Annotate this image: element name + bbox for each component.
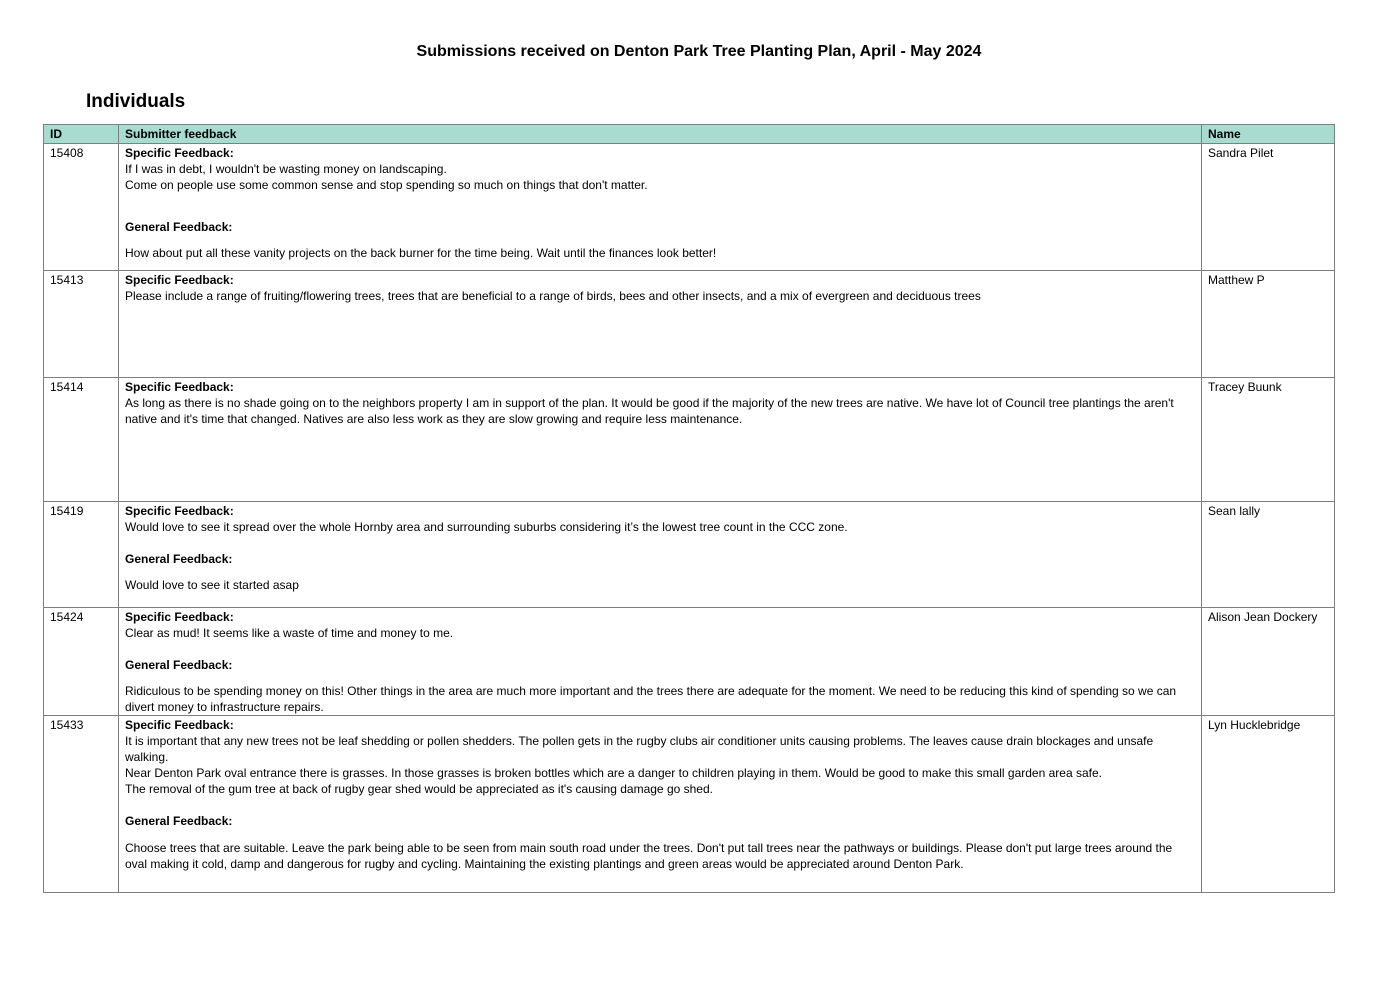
table-row	[44, 608, 1335, 716]
submission-feedback	[119, 144, 1202, 271]
submission-feedback	[119, 608, 1202, 716]
submission-id: 15424	[44, 608, 119, 716]
specific-feedback-label: Specific Feedback:	[125, 504, 234, 518]
specific-feedback-label: Specific Feedback:	[125, 380, 234, 394]
submission-id: 15433	[44, 716, 119, 893]
submission-id: 15414	[44, 378, 119, 502]
header-name: Name	[1202, 125, 1335, 144]
feedback-text: How about put all these vanity projects on the back burner for the time being. Wait until the finances look better!	[125, 246, 717, 260]
submitter-name: Sean lally	[1202, 502, 1335, 608]
feedback-text: As long as there is no shade going on to the neighbors property I am in support of the plan. It would be good if the majority of the new trees are native. We have lot of Council tree plantings the aren't native and it's time that changed. Natives are also less work as they are slow growing and require less maintenance.	[125, 396, 1174, 426]
submission-id: 15419	[44, 502, 119, 608]
submission-feedback	[119, 271, 1202, 378]
feedback-text: Would love to see it started asap	[125, 578, 299, 592]
feedback-text: If I was in debt, I wouldn't be wasting money on landscaping.	[125, 162, 447, 176]
submission-feedback	[119, 502, 1202, 608]
header-feedback: Submitter feedback	[119, 125, 1202, 144]
table-row	[44, 378, 1335, 502]
specific-feedback-label: Specific Feedback:	[125, 146, 234, 160]
submitter-name: Matthew P	[1202, 271, 1335, 378]
feedback-text: Near Denton Park oval entrance there is grasses. In those grasses is broken bottles which are a danger to children playing in them. Would be good to make this small garden area safe.	[125, 766, 1102, 780]
submitter-name: Lyn Hucklebridge	[1202, 716, 1335, 893]
general-feedback-label: General Feedback:	[125, 552, 233, 566]
table-header-row	[44, 125, 1335, 144]
general-feedback-label: General Feedback:	[125, 658, 233, 672]
submission-id: 15408	[44, 144, 119, 271]
submission-feedback	[119, 716, 1202, 893]
feedback-text: It is important that any new trees not be leaf shedding or pollen shedders. The pollen gets in the rugby clubs air conditioner units causing problems. The leaves cause drain blockages and unsafe walking.	[125, 734, 1154, 764]
submission-id: 15413	[44, 271, 119, 378]
table-row	[44, 716, 1335, 893]
specific-feedback-label: Specific Feedback:	[125, 273, 234, 287]
feedback-text: Clear as mud! It seems like a waste of time and money to me.	[125, 626, 454, 640]
general-feedback-label: General Feedback:	[125, 814, 233, 828]
specific-feedback-label: Specific Feedback:	[125, 610, 234, 624]
submitter-name: Alison Jean Dockery	[1202, 608, 1335, 716]
table-row	[44, 502, 1335, 608]
table-row	[44, 144, 1335, 271]
document-title: Submissions received on Denton Park Tree Planting Plan, April - May 2024	[416, 43, 982, 60]
feedback-text: Would love to see it spread over the whole Hornby area and surrounding suburbs considering it’s the lowest tree count in the CCC zone.	[125, 520, 848, 534]
general-feedback-label: General Feedback:	[125, 220, 233, 234]
feedback-text: Ridiculous to be spending money on this! Other things in the area are much more important and the trees there are adequate for the moment. We need to be reducing this kind of spending so we can divert money to infrastructure repairs.	[125, 684, 1177, 714]
feedback-text: Please include a range of fruiting/flowering trees, trees that are beneficial to a range of birds, bees and other insects, and a mix of evergreen and deciduous trees	[125, 289, 981, 303]
header-id: ID	[44, 125, 119, 144]
submitter-name: Tracey Buunk	[1202, 378, 1335, 502]
table-row	[44, 271, 1335, 378]
specific-feedback-label: Specific Feedback:	[125, 718, 234, 732]
submissions-table	[43, 124, 1335, 893]
section-heading: Individuals	[86, 91, 186, 112]
feedback-text: Choose trees that are suitable. Leave the park being able to be seen from main south road under the trees. Don't put tall trees near the pathways or buildings. Please don't put large trees around the oval making it cold, damp and dangerous for rugby and cycling. Maintaining the existing plantings and green areas would be appreciated around Denton Park.	[125, 841, 1173, 871]
feedback-text: Come on people use some common sense and stop spending so much on things that don't matter.	[125, 178, 648, 192]
feedback-text: The removal of the gum tree at back of rugby gear shed would be appreciated as it's causing damage go shed.	[125, 782, 713, 796]
submitter-name: Sandra Pilet	[1202, 144, 1335, 271]
submission-feedback	[119, 378, 1202, 502]
